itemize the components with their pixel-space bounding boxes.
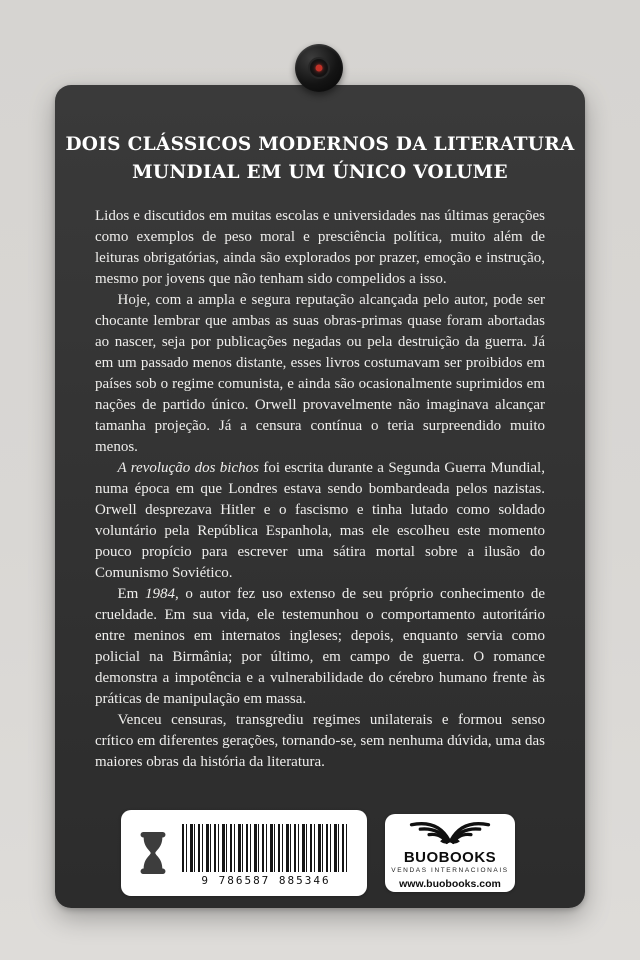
hourglass-logo-icon bbox=[131, 831, 175, 875]
barcode bbox=[175, 820, 357, 887]
book-back-cover bbox=[55, 85, 585, 908]
cover-description bbox=[95, 206, 545, 773]
book-title-animal-farm: A revolução dos bichos bbox=[117, 460, 259, 476]
paragraph-4-start: Em bbox=[117, 586, 145, 602]
cover-title-line1: DOIS CLÁSSICOS MODERNOS DA LITERATURA bbox=[65, 134, 575, 155]
camera-lens-inner bbox=[308, 57, 330, 79]
cover-title bbox=[55, 131, 585, 187]
book-title-1984: 1984 bbox=[144, 586, 175, 602]
barcode-bars bbox=[182, 824, 350, 872]
paragraph-2-text: Hoje, com a ampla e segura reputação alcançada pelo autor, pode ser chocante lembrar que ambas as suas obras-primas quase foram abortadas ao nascer, seja por publicações negadas ou pela destruição da guerra. Já em um passado menos distante, esses livros costumavam ser proibidos em países sob o regime comunista, e ainda são ocasionalmente suprimidos em nações de partido único. Orwell provavelmente não imaginava alcançar tamanha projeção. Já a censura contínua o teria surpreendido muito menos. bbox=[95, 292, 545, 455]
winged-book-icon bbox=[406, 818, 494, 848]
paragraph-2 bbox=[95, 290, 545, 458]
cover-bottom-row bbox=[55, 810, 585, 896]
paragraph-3-text: foi escrita durante a Segunda Guerra Mundial, numa época em que Londres estava sendo bombardeada pelos nazistas. Orwell desprezava Hitler e o fascismo e tinha lutado como soldado voluntário pela República Espanhola, mas ele escolheu este momento pouco propício para escrever uma sátira mortal sobre a ilusão do Comunismo Soviético. bbox=[95, 460, 545, 581]
paragraph-1 bbox=[95, 206, 545, 290]
paragraph-4-text: , o autor fez uso extenso de seu próprio conhecimento de crueldade. Em sua vida, ele testemunhou o comportamento autoritário entre meninos em internatos ingleses; depois, enquanto servia como policial na Birmânia; por último, em campo de guerra. O romance demonstra a impotência e a vulnerabilidade do cérebro humano frente às práticas de manipulação em massa. bbox=[95, 586, 545, 707]
publisher-tagline: VENDAS INTERNACIONAIS bbox=[391, 867, 509, 874]
paragraph-5-text: Venceu censuras, transgrediu regimes unilaterais e formou senso crítico em diferentes gerações, tornando-se, sem nenhuma dúvida, uma das maiores obras da história da literatura. bbox=[95, 712, 545, 770]
paragraph-4 bbox=[95, 584, 545, 710]
camera-red-dot bbox=[316, 65, 323, 72]
publisher-panel bbox=[385, 814, 515, 892]
paragraph-1-text: Lidos e discutidos em muitas escolas e universidades nas últimas gerações como exemplos de peso moral e presciência política, muito além de leituras obrigatórias, ainda são explorados por prazer, emoção e instrução, mesmo por jovens que não tenham sido compelidos a isso. bbox=[95, 208, 545, 287]
paragraph-3 bbox=[95, 458, 545, 584]
cover-title-line2: MUNDIAL EM UM ÚNICO VOLUME bbox=[132, 162, 508, 183]
isbn-number: 9 786587 885346 bbox=[201, 873, 331, 887]
barcode-panel bbox=[121, 810, 367, 896]
publisher-name: BUOBOOKS bbox=[403, 849, 497, 866]
paragraph-5 bbox=[95, 710, 545, 773]
camera-lens-icon bbox=[295, 44, 343, 92]
publisher-url: www.buobooks.com bbox=[399, 878, 501, 890]
